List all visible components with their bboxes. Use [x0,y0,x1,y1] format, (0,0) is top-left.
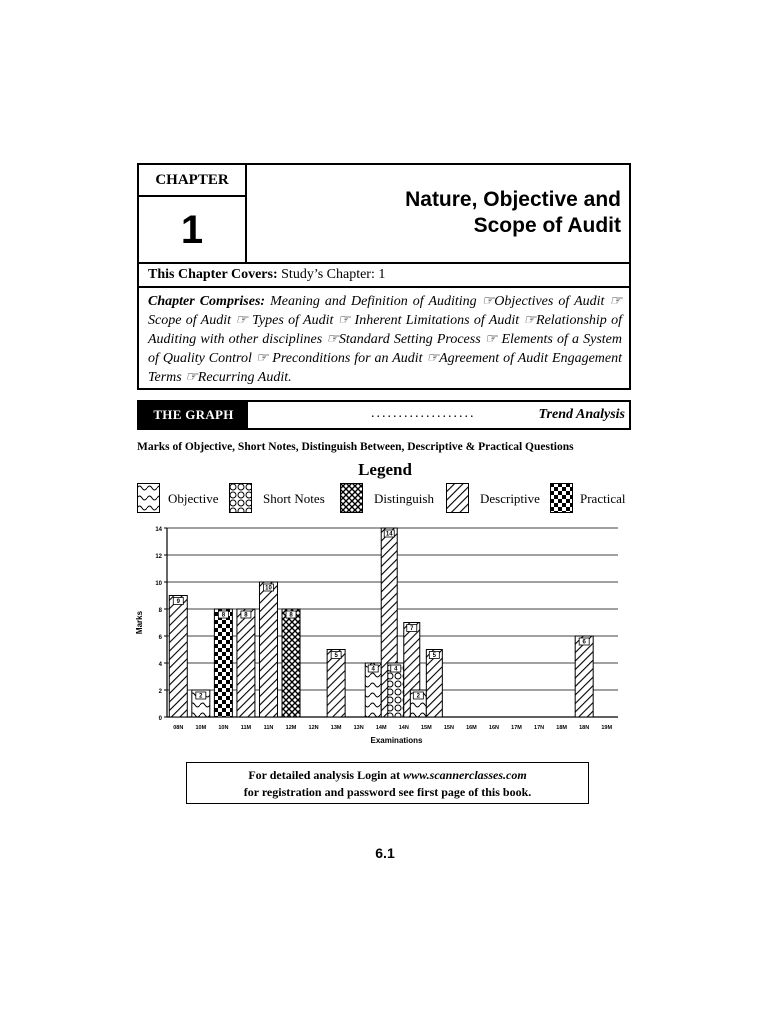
short-notes-swatch-icon [229,483,252,513]
comprises-text: Meaning and Definition of Auditing ☞Objectives of Audit ☞ Scope of Audit ☞ Types of Audit ☞ Inherent Limitations of Audit ☞Relationship of Auditing with other disciplines ☞Standard Setting Process ☞ Elements of a System of Quality Control ☞ Preconditions for an Audit ☞Agreement of Audit Engagement Terms ☞Recurring Audit. [148,294,622,385]
page-number: 6.1 [375,845,395,861]
data-label: 9 [176,599,180,606]
chapter-comprises [137,286,631,390]
chapter-title-line1: Nature, Objective and [405,188,621,211]
chapter-title-line2: Scope of Audit [473,214,621,237]
bar [282,609,300,717]
legend-label-practical: Practical [580,491,626,506]
y-tick-label: 12 [155,554,162,560]
x-tick-label: 15N [443,725,454,731]
data-label: 2 [416,693,420,700]
y-tick-label: 4 [158,662,162,668]
x-tick-label: 10M [195,725,207,731]
data-label: 6 [582,639,586,646]
info-box [186,762,589,804]
legend-label-short-notes: Short Notes [263,491,325,506]
graph-dots: ................... [371,406,476,421]
graph-label: THE GRAPH [139,402,248,428]
data-label: 8 [221,612,226,619]
legend-label-objective: Objective [168,491,219,506]
graph-bar [137,400,631,430]
covers-text: Study’s Chapter: 1 [277,267,386,282]
info-line1 [187,767,588,784]
data-label: 5 [432,653,436,660]
y-tick-label: 8 [158,608,162,614]
bar [237,609,255,717]
bar [169,596,187,718]
bar [327,650,345,718]
x-tick-label: 16M [466,725,477,731]
y-axis-label: Marks [135,610,144,635]
x-tick-label: 13M [330,725,342,731]
data-label: 8 [244,612,248,619]
data-label: 7 [410,626,414,633]
x-tick-label: 12N [308,725,319,731]
x-tick-label: 11N [263,725,274,731]
x-tick-label: 19M [601,725,613,731]
x-tick-label: 14N [398,725,409,731]
website-link[interactable]: www.scannerclasses.com [403,768,527,782]
trend-chart-svg [130,520,630,750]
chapter-number: 1 [139,197,247,264]
x-tick-label: 10N [218,725,229,731]
x-tick-label: 08N [173,725,184,731]
info-line1-prefix: For detailed analysis Login at [248,768,404,782]
data-label: 5 [334,653,338,660]
trend-analysis-label: Trend Analysis [538,407,625,422]
bar [214,609,232,717]
data-label: 2 [199,693,203,700]
x-tick-label: 12M [285,725,297,731]
y-tick-label: 10 [155,581,162,587]
legend-label-descriptive: Descriptive [480,491,540,506]
y-tick-label: 14 [155,527,162,533]
chapter-title [261,187,621,239]
practical-swatch-icon [550,483,573,513]
legend-label-distinguish: Distinguish [374,491,434,506]
objective-swatch-icon [137,483,160,513]
covers-label: This Chapter Covers: [148,267,278,282]
descriptive-swatch-icon [446,483,469,513]
x-tick-label: 11M [240,725,252,731]
y-tick-label: 6 [158,635,162,641]
x-tick-label: 15M [420,725,432,731]
bar [575,636,593,717]
data-label: 4 [371,666,375,673]
x-tick-label: 17N [534,725,545,731]
y-tick-label: 0 [158,716,162,722]
data-label: 10 [265,585,272,592]
data-label: 8 [289,612,293,619]
x-tick-label: 18N [579,725,590,731]
chapter-covers [137,262,631,288]
x-tick-label: 13N [353,725,364,731]
x-axis-label: Examinations [370,736,423,745]
x-tick-label: 16N [488,725,500,731]
comprises-label: Chapter Comprises: [148,294,266,309]
y-tick-label: 2 [158,689,162,695]
chapter-label: CHAPTER [139,165,247,197]
legend-title: Legend [358,460,412,479]
x-tick-label: 17M [511,725,522,731]
info-line2: for registration and password see first page of this book. [243,785,532,799]
distinguish-swatch-icon [340,483,363,513]
marks-caption: Marks of Objective, Short Notes, Distinguish Between, Descriptive & Practical Questions [137,441,574,453]
bar [259,582,277,717]
trend-chart [130,520,630,750]
bar [426,650,442,718]
data-label: 14 [385,531,393,538]
x-tick-label: 18M [556,725,567,731]
x-tick-label: 14M [375,725,387,731]
chapter-header [137,163,631,264]
data-label: 4 [394,666,398,673]
